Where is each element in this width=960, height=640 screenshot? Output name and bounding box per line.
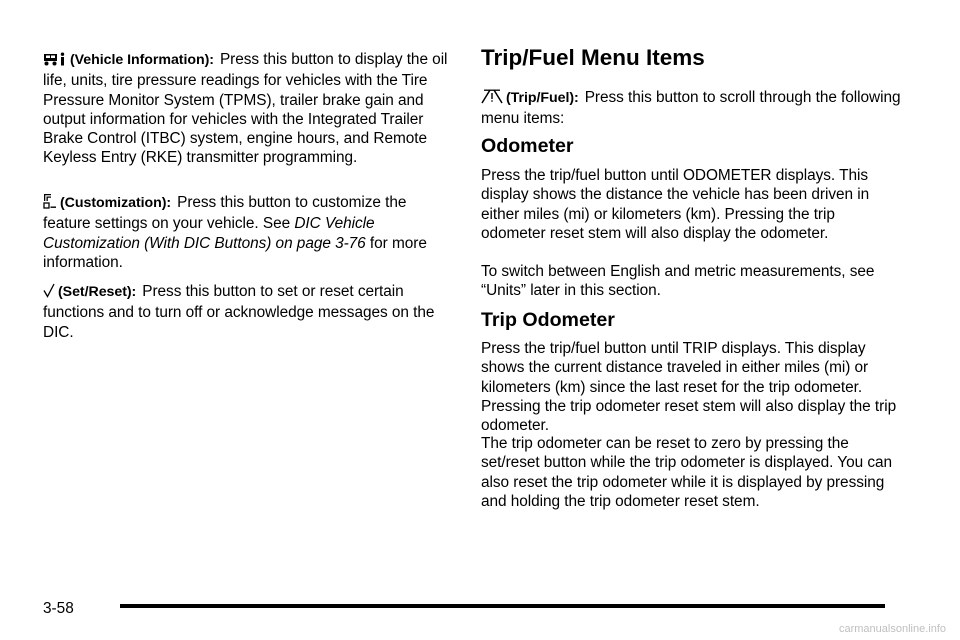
vehicle-information-text: Press this button to display the oil life, units, tire pressure readings for vehicles with the Tire Pressure Monitor System (TPMS), trailer brake gain and output information for vehicles with the Integrated Trailer Brake Control (ITBC) system, engine hours, and Remote Keyless Entry (RKE) transmitter programming. <box>43 51 448 167</box>
footer-rule <box>120 604 885 608</box>
trip-fuel-menu-heading: Trip/Fuel Menu Items <box>481 45 705 70</box>
trip-fuel-paragraph <box>481 88 901 129</box>
trip-odometer-paragraph-2: The trip odometer can be reset to zero by pressing the set/reset button while the trip odometer is displayed. You can also reset the trip odometer while it is displayed by pressing and holding the trip odometer reset stem. <box>481 435 892 510</box>
customization-paragraph <box>43 193 453 272</box>
checkmark-icon <box>43 283 55 303</box>
trip-fuel-term: (Trip/Fuel): <box>506 90 579 106</box>
odometer-heading: Odometer <box>481 135 574 157</box>
customization-text-before: Press this button to customize the feature settings on your vehicle. See <box>43 194 407 233</box>
customization-term: (Customization): <box>60 195 172 211</box>
trip-odometer-paragraph-1: Press the trip/fuel button until TRIP displays. This display shows the current distance traveled in either miles (mi) or kilometers (km) since the last reset for the trip odometer. Pressing the trip odometer reset stem will also display the trip odometer. <box>481 340 897 435</box>
page-number: 3-58 <box>43 600 74 617</box>
vehicle-information-paragraph <box>43 50 453 168</box>
vehicle-information-term: (Vehicle Information): <box>70 52 214 68</box>
set-reset-paragraph <box>43 282 453 342</box>
vehicle-information-icon <box>43 52 67 71</box>
customization-text-after: for more information. <box>43 234 427 271</box>
trip-odometer-heading: Trip Odometer <box>481 309 615 331</box>
customization-icon <box>43 193 57 214</box>
odometer-paragraph-1: Press the trip/fuel button until ODOMETER displays. This display shows the distance the vehicle has been driven in either miles (mi) or kilometers (km). Pressing the trip odometer reset stem will also display the odometer. <box>481 167 870 242</box>
trip-fuel-text: Press this button to scroll through the following menu items: <box>481 89 901 128</box>
watermark: carmanualsonline.info <box>838 623 946 635</box>
set-reset-term: (Set/Reset): <box>58 284 137 300</box>
odometer-paragraph-2: To switch between English and metric measurements, see “Units” later in this section. <box>481 263 875 300</box>
customization-cross-reference: DIC Vehicle Customization (With DIC Buttons) on page 3-76 <box>43 215 375 252</box>
set-reset-text: Press this button to set or reset certain functions and to turn off or acknowledge messages on the DIC. <box>43 283 435 341</box>
fuel-pump-icon <box>481 89 503 109</box>
